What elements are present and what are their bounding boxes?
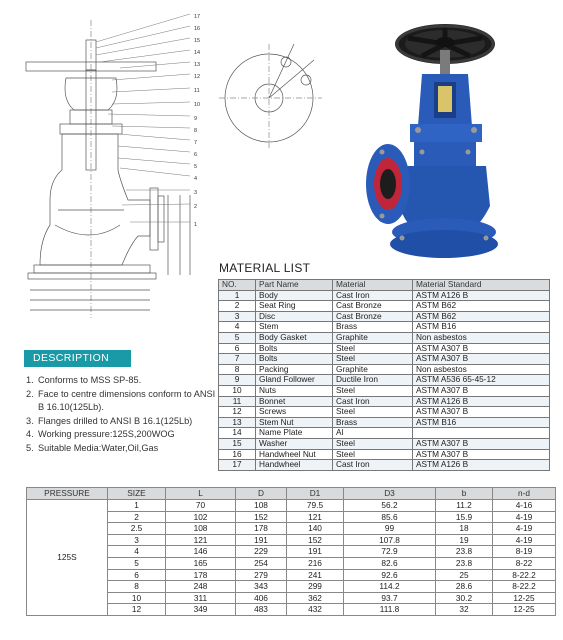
- callout-number: 6: [194, 152, 198, 158]
- dimension-cell: 8-22.2: [493, 581, 556, 593]
- dimension-cell: 5: [108, 557, 166, 569]
- material-row: [219, 375, 550, 386]
- header-no: NO.: [219, 280, 256, 291]
- dimension-cell: 4-16: [493, 500, 556, 512]
- dimension-cell: 279: [236, 569, 287, 581]
- dimension-cell: 165: [166, 557, 236, 569]
- dimension-cell: 152: [287, 534, 344, 546]
- dimension-cell: 8-22: [493, 557, 556, 569]
- material-cell-no: 1: [219, 290, 256, 301]
- material-cell-standard: ASTM A307 B: [413, 407, 550, 418]
- dimension-cell: 70: [166, 500, 236, 512]
- material-cell-material: Steel: [333, 449, 413, 460]
- material-row: [219, 385, 550, 396]
- dimension-cell: 241: [287, 569, 344, 581]
- material-cell-material: Graphite: [333, 364, 413, 375]
- callout-number: 17: [194, 14, 201, 20]
- callout-number: 5: [194, 164, 198, 170]
- material-cell-part: Stem Nut: [256, 417, 333, 428]
- material-cell-no: 3: [219, 311, 256, 322]
- callout-number: 3: [194, 190, 198, 196]
- dimension-cell: 146: [166, 546, 236, 558]
- dimension-cell: 108: [166, 523, 236, 535]
- dimension-cell: 8-22.2: [493, 569, 556, 581]
- callout-number: 8: [194, 128, 198, 134]
- material-cell-part: Bolts: [256, 354, 333, 365]
- header-pressure: PRESSURE: [27, 488, 108, 500]
- dimension-cell: 311: [166, 592, 236, 604]
- dimension-cell: 15.9: [436, 511, 493, 523]
- material-cell-material: Steel: [333, 385, 413, 396]
- material-cell-standard: Non asbestos: [413, 332, 550, 343]
- dimension-cell: 82.6: [344, 557, 436, 569]
- material-cell-material: Ductile Iron: [333, 375, 413, 386]
- material-cell-no: 17: [219, 460, 256, 471]
- description-item-text: Working pressure:125S,200WOG: [38, 429, 175, 440]
- dimension-cell: 30.2: [436, 592, 493, 604]
- description-item: [26, 428, 216, 442]
- material-cell-no: 7: [219, 354, 256, 365]
- header-l: L: [166, 488, 236, 500]
- callout-number: 15: [194, 38, 201, 44]
- material-list-table: [218, 279, 550, 471]
- dimension-cell: 4: [108, 546, 166, 558]
- material-row: [219, 396, 550, 407]
- callout-number: 1: [194, 222, 198, 228]
- material-cell-part: Handwheel Nut: [256, 449, 333, 460]
- material-cell-part: Name Plate: [256, 428, 333, 439]
- dimension-cell: 299: [287, 581, 344, 593]
- header-d1: D1: [287, 488, 344, 500]
- material-cell-part: Packing: [256, 364, 333, 375]
- material-cell-material: Steel: [333, 354, 413, 365]
- dimension-cell: 349: [166, 604, 236, 616]
- callout-number: 12: [194, 74, 201, 80]
- material-cell-material: Cast Bronze: [333, 311, 413, 322]
- dimension-cell: 8: [108, 581, 166, 593]
- dimension-cell: 56.2: [344, 500, 436, 512]
- material-cell-no: 15: [219, 438, 256, 449]
- material-row: [219, 428, 550, 439]
- dimension-cell: 248: [166, 581, 236, 593]
- material-cell-material: Steel: [333, 407, 413, 418]
- material-cell-no: 4: [219, 322, 256, 333]
- dimension-cell: 111.8: [344, 604, 436, 616]
- dimension-cell: 92.6: [344, 569, 436, 581]
- dimension-cell: 483: [236, 604, 287, 616]
- header-b: b: [436, 488, 493, 500]
- description-item: [26, 415, 216, 429]
- material-cell-material: Al: [333, 428, 413, 439]
- material-cell-standard: Non asbestos: [413, 364, 550, 375]
- dimension-cell: 85.6: [344, 511, 436, 523]
- description-item-text: Suitable Media:Water,Oil,Gas: [38, 442, 159, 453]
- material-cell-standard: ASTM A307 B: [413, 385, 550, 396]
- material-row: [219, 311, 550, 322]
- dimension-cell: 406: [236, 592, 287, 604]
- dimension-cell: 28.6: [436, 581, 493, 593]
- material-cell-part: Nuts: [256, 385, 333, 396]
- material-cell-standard: ASTM A126 B: [413, 290, 550, 301]
- material-row: [219, 301, 550, 312]
- material-cell-no: 2: [219, 301, 256, 312]
- dimension-table: [26, 487, 556, 616]
- callout-number: 11: [194, 88, 200, 94]
- material-cell-material: Cast Iron: [333, 460, 413, 471]
- material-cell-standard: ASTM B16: [413, 417, 550, 428]
- material-row: [219, 449, 550, 460]
- dimension-cell: 114.2: [344, 581, 436, 593]
- header-n-d: n-d: [493, 488, 556, 500]
- material-cell-part: Screws: [256, 407, 333, 418]
- material-cell-no: 13: [219, 417, 256, 428]
- material-cell-no: 9: [219, 375, 256, 386]
- dimension-cell: 32: [436, 604, 493, 616]
- material-row: [219, 407, 550, 418]
- material-cell-no: 6: [219, 343, 256, 354]
- dimension-cell: 108: [236, 500, 287, 512]
- dimension-cell: 178: [166, 569, 236, 581]
- header-part-name: Part Name: [256, 280, 333, 291]
- dimension-cell: 140: [287, 523, 344, 535]
- dimension-cell: 107.8: [344, 534, 436, 546]
- dimension-cell: 121: [166, 534, 236, 546]
- dimension-cell: 1: [108, 500, 166, 512]
- material-cell-standard: ASTM B62: [413, 301, 550, 312]
- callout-number: 7: [194, 140, 198, 146]
- material-cell-standard: ASTM A536 65-45-12: [413, 375, 550, 386]
- material-cell-part: Body: [256, 290, 333, 301]
- callout-number: 13: [194, 62, 201, 68]
- dimension-cell: 254: [236, 557, 287, 569]
- description-item-text: Flanges drilled to ANSI B 16.1(125Lb): [38, 415, 193, 426]
- material-list-header-row: [219, 280, 550, 291]
- material-row: [219, 290, 550, 301]
- description-item: [26, 374, 216, 388]
- material-cell-part: Body Gasket: [256, 332, 333, 343]
- dimension-cell: 102: [166, 511, 236, 523]
- material-cell-standard: ASTM B16: [413, 322, 550, 333]
- material-row: [219, 438, 550, 449]
- material-cell-standard: ASTM A307 B: [413, 449, 550, 460]
- dimension-cell: 12: [108, 604, 166, 616]
- dimension-cell: 4-19: [493, 511, 556, 523]
- callout-number: 10: [194, 102, 201, 108]
- callout-number: 4: [194, 176, 198, 182]
- dimension-cell: 191: [287, 546, 344, 558]
- material-cell-part: Washer: [256, 438, 333, 449]
- material-cell-no: 10: [219, 385, 256, 396]
- material-cell-no: 14: [219, 428, 256, 439]
- material-cell-no: 12: [219, 407, 256, 418]
- valve-section-drawing: [0, 0, 220, 330]
- material-cell-standard: ASTM A126 B: [413, 396, 550, 407]
- dimension-cell: 79.5: [287, 500, 344, 512]
- material-row: [219, 354, 550, 365]
- material-cell-part: Stem: [256, 322, 333, 333]
- dimension-cell: 72.9: [344, 546, 436, 558]
- dimension-cell: 362: [287, 592, 344, 604]
- material-cell-no: 16: [219, 449, 256, 460]
- description-item-number: 3.: [26, 415, 34, 426]
- description-item-number: 1.: [26, 375, 34, 385]
- dimension-cell: 10: [108, 592, 166, 604]
- dimension-cell: 229: [236, 546, 287, 558]
- header-d3: D3: [344, 488, 436, 500]
- callout-number: 2: [194, 204, 198, 210]
- description-item-number: 2.: [26, 388, 34, 399]
- material-row: [219, 417, 550, 428]
- dimension-cell: 2.5: [108, 523, 166, 535]
- material-row: [219, 460, 550, 471]
- material-cell-part: Seat Ring: [256, 301, 333, 312]
- dimension-cell: 121: [287, 511, 344, 523]
- material-cell-standard: ASTM A307 B: [413, 438, 550, 449]
- callout-number: 9: [194, 116, 198, 122]
- description-item-number: 5.: [26, 442, 34, 453]
- dimension-row: [27, 500, 556, 512]
- dimension-cell: 216: [287, 557, 344, 569]
- material-cell-material: Cast Bronze: [333, 301, 413, 312]
- header-material-standard: Material Standard: [413, 280, 550, 291]
- material-row: [219, 364, 550, 375]
- dimension-cell: 99: [344, 523, 436, 535]
- dimension-cell: 152: [236, 511, 287, 523]
- dimension-body: [27, 500, 556, 616]
- description-item: [26, 442, 216, 456]
- material-row: [219, 332, 550, 343]
- header-d: D: [236, 488, 287, 500]
- dimension-cell: 3: [108, 534, 166, 546]
- material-cell-material: Steel: [333, 343, 413, 354]
- dimension-cell: 11.2: [436, 500, 493, 512]
- dimension-cell: 4-19: [493, 523, 556, 535]
- dimension-cell: 25: [436, 569, 493, 581]
- material-cell-standard: ASTM A126 B: [413, 460, 550, 471]
- description-list: [26, 374, 216, 456]
- material-cell-standard: ASTM A307 B: [413, 354, 550, 365]
- dimension-cell: 4-19: [493, 534, 556, 546]
- dimension-cell: 19: [436, 534, 493, 546]
- description-item-text: Face to centre dimensions conform to ANSI B 16.10(125Lb).: [38, 388, 216, 413]
- callout-number: 14: [194, 50, 201, 56]
- dimension-cell: 23.8: [436, 557, 493, 569]
- material-cell-standard: [413, 428, 550, 439]
- material-cell-material: Cast Iron: [333, 396, 413, 407]
- dimension-header-row: [27, 488, 556, 500]
- dimension-cell: 343: [236, 581, 287, 593]
- description-badge: DESCRIPTION: [24, 350, 131, 367]
- dimension-cell: 12-25: [493, 604, 556, 616]
- material-cell-part: Bonnet: [256, 396, 333, 407]
- description-item-number: 4.: [26, 429, 34, 440]
- description-item-text: Conforms to MSS SP-85.: [38, 375, 142, 385]
- material-cell-part: Gland Follower: [256, 375, 333, 386]
- material-cell-part: Bolts: [256, 343, 333, 354]
- description-item: [26, 388, 216, 415]
- material-row: [219, 343, 550, 354]
- dimension-cell: 93.7: [344, 592, 436, 604]
- material-cell-no: 8: [219, 364, 256, 375]
- material-list-title: MATERIAL LIST: [219, 261, 311, 275]
- material-cell-material: Steel: [333, 438, 413, 449]
- dimension-cell: 191: [236, 534, 287, 546]
- dimension-cell: 6: [108, 569, 166, 581]
- dimension-cell: 18: [436, 523, 493, 535]
- header-size: SIZE: [108, 488, 166, 500]
- material-cell-part: Handwheel: [256, 460, 333, 471]
- material-cell-material: Cast Iron: [333, 290, 413, 301]
- flange-top-view: [214, 40, 334, 150]
- material-list-body: [219, 290, 550, 470]
- material-cell-no: 5: [219, 332, 256, 343]
- dimension-cell: 178: [236, 523, 287, 535]
- globe-valve-photo: [352, 6, 552, 266]
- dimension-cell: 23.8: [436, 546, 493, 558]
- material-cell-standard: ASTM B62: [413, 311, 550, 322]
- material-cell-no: 11: [219, 396, 256, 407]
- dimension-cell: 2: [108, 511, 166, 523]
- material-cell-material: Graphite: [333, 332, 413, 343]
- dimension-cell: 8-19: [493, 546, 556, 558]
- material-cell-part: Disc: [256, 311, 333, 322]
- material-cell-standard: ASTM A307 B: [413, 343, 550, 354]
- material-cell-material: Brass: [333, 322, 413, 333]
- dimension-cell: 12-25: [493, 592, 556, 604]
- pressure-cell: 125S: [27, 500, 108, 616]
- header-material: Material: [333, 280, 413, 291]
- material-cell-material: Brass: [333, 417, 413, 428]
- material-row: [219, 322, 550, 333]
- callout-number: 16: [194, 26, 201, 32]
- dimension-cell: 432: [287, 604, 344, 616]
